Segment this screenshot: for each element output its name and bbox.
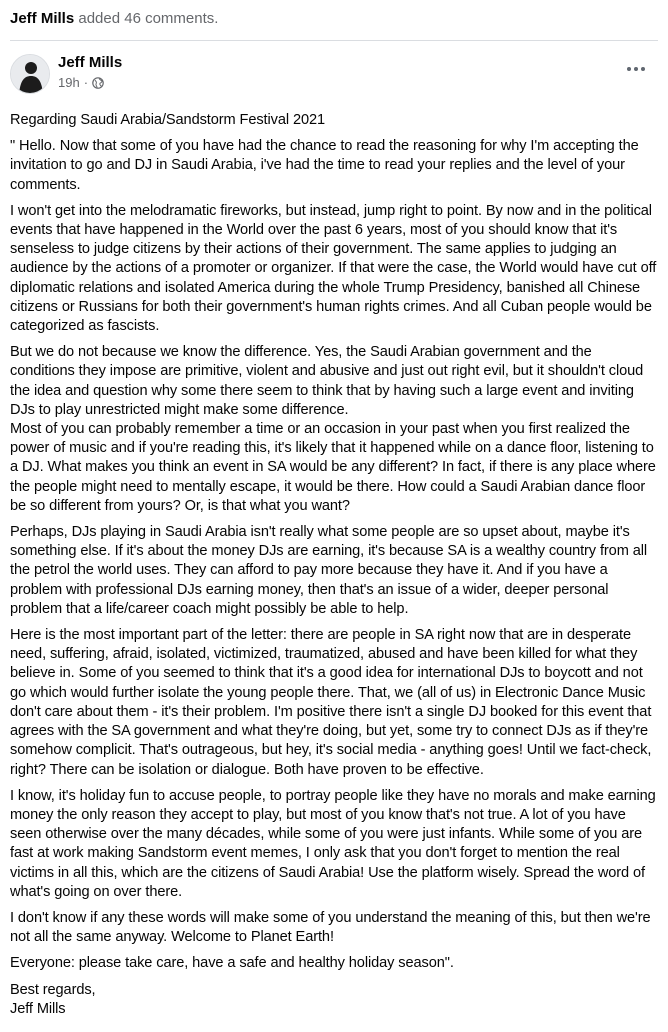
post-paragraph: I won't get into the melodramatic fireworks, but instead, jump right to point. By now and in the political events that have happened in the World over the past 6 years, most of you should know that it's senseless to judge citizens by their actions of their government. The same applies to judging an audience by the actions of a promoter or organizer. If that were the case, the World would have cut off diplomatic relations and isolated America during the whole Trump Presidency, banished all Chinese citizens or Russians for both their government's human rights crimes. And all Cuban people would be categorized as fascists.: [10, 202, 657, 335]
post-signature: Best regards, Jeff Mills: [10, 981, 96, 1017]
post-meta: [58, 75, 104, 90]
post: [0, 52, 668, 1019]
post-title: Regarding Saudi Arabia/Sandstorm Festival 2021: [10, 112, 326, 128]
post-paragraph: Perhaps, DJs playing in Saudi Arabia isn't really what some people are so upset about, maybe it's something else. If it's about the money DJs are earning, it's because SA is a wealthy country from all the petrol the world uses. They can afford to pay more because they have it. And if you have a problem with professional DJs earning money, then that's an issue of a wider, deeper personal problem that a life/career coach might possibly be able to help.: [10, 524, 648, 617]
avatar[interactable]: [10, 54, 50, 94]
activity-action-text: added 46 comments.: [78, 10, 219, 27]
post-author-name[interactable]: Jeff Mills: [58, 54, 123, 71]
more-horizontal-icon: [627, 67, 631, 71]
post-paragraph: " Hello. Now that some of you have had the chance to read the reasoning for why I'm accepting the invitation to go and DJ in Saudi Arabia, i've had the time to read your replies and the level of your comments.: [10, 138, 639, 193]
post-header: [10, 52, 658, 104]
post-paragraph: Here is the most important part of the letter: there are people in SA right now that are in desperate need, suffering, afraid, isolated, victimized, traumatized, abused and have been killed for what they believe in. Some of you seemed to think that it's a good idea for international DJs to boycott and not go which would further isolate the young people there. That, we (all of us) in Electronic Dance Music don't care about them - it's their problem. I'm positive there isn't a single DJ booked for this event that agrees with the SA government and what they're doing, but yet, some try to connect DJs as if they're somehow complicit. That's outrageous, but hey, it's social media - anything goes! Until we fact-check, right? There can be isolation or dialogue. Both have proven to be effective.: [10, 627, 652, 778]
globe-icon[interactable]: [92, 77, 104, 89]
post-paragraph: Everyone: please take care, have a safe and healthy holiday season".: [10, 955, 454, 972]
post-paragraph: I don't know if any these words will make some of you understand the meaning of this, but then we're not all the same anyway. Welcome to Planet Earth!: [10, 909, 651, 946]
more-options-button[interactable]: [620, 56, 652, 82]
post-paragraph: But we do not because we know the difference. Yes, the Saudi Arabian government and the conditions they impose are primitive, violent and abusive and just out right evil, but it shouldn't cloud the idea and question why some there seem to think that by having such a large event and inviting DJs to play unrestricted might make some difference. Most of you can probably remember a time or an occasion in your past when you first realized the power of music and if you're reading this, it's likely that it happened while on a dance floor, listening to a DJ. What makes you think an event in SA would be any different? In fact, if there is any place where the people might need to mentally escape, it would be there. How could a Saudi Arabian dance floor be so different from yours? Or, is that what you want?: [10, 344, 656, 514]
post-timestamp[interactable]: 19h: [58, 75, 80, 90]
activity-header: [10, 0, 658, 41]
meta-separator: ·: [83, 75, 89, 90]
post-body: [10, 111, 658, 1019]
activity-author-link[interactable]: Jeff Mills: [10, 10, 75, 27]
post-paragraph: I know, it's holiday fun to accuse people, to portray people like they have no morals and make earning money the only reason they accept to play, but most of you know that's not true. A lot of you have seen otherwise over the many décades, while some of you were just infants. While some of you are fast at work making Sandstorm event memes, I only ask that you don't forget to mention the real victims in all this, which are the citizens of Saudi Arabia! Use the platform wisely. Spread the word of what's going on over there.: [10, 787, 656, 900]
